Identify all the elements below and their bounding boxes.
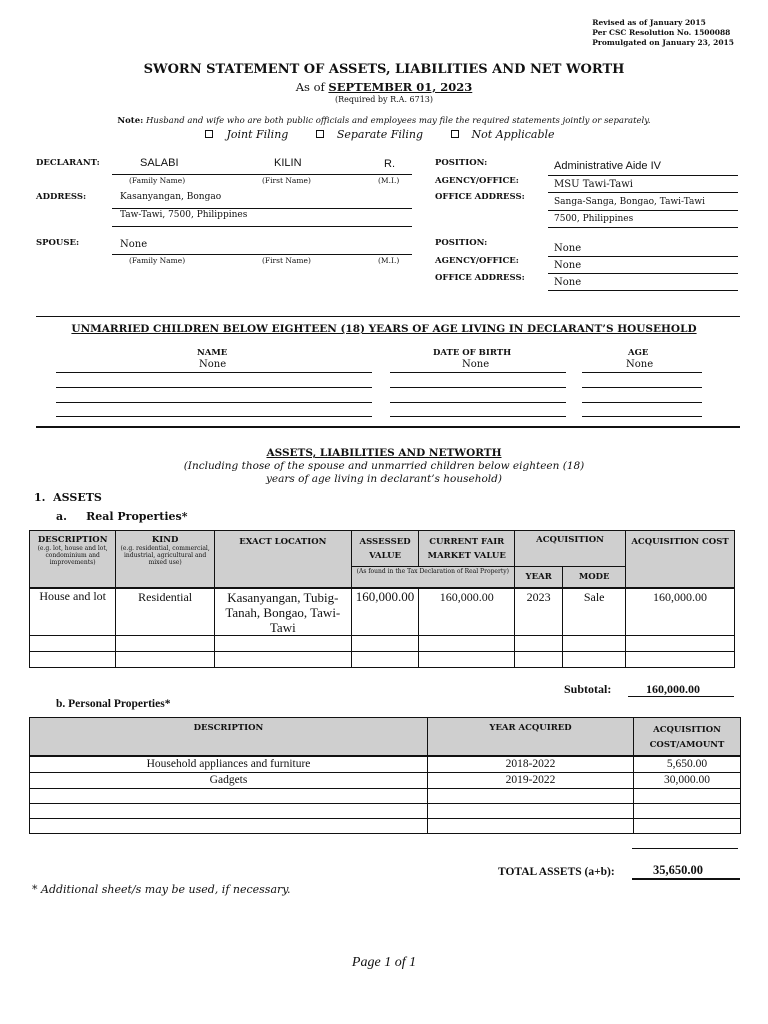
subtotal-value: 160,000.00 [646, 682, 700, 696]
note-text: Husband and wife who are both public officials and employees may file the required statements jointly or separately. [145, 116, 651, 126]
real-description-cell: House and lot [30, 588, 116, 636]
spouse-label: SPOUSE: [36, 238, 80, 248]
real-assessed-cell: 160,000.00 [351, 588, 419, 636]
pp-cost-cell: 5,650.00 [634, 756, 741, 773]
total-bottom-rule [632, 878, 740, 880]
declarant-first-name: KILIN [274, 157, 302, 169]
position-label: POSITION: [435, 158, 488, 168]
separate-filing-option[interactable] [316, 128, 431, 141]
children-name-header: NAME [197, 348, 228, 358]
first-name-caption: (First Name) [262, 176, 311, 185]
personal-properties-heading: b. Personal Properties* [56, 698, 171, 710]
declarant-family-name: SALABI [140, 157, 179, 169]
tax-note-header [351, 567, 514, 588]
table-row [30, 818, 741, 833]
office-address-line-1: Sanga-Sanga, Bongao, Tawi-Tawi [554, 197, 705, 207]
spouse-first-name-caption: (First Name) [262, 256, 311, 265]
real-cost-cell: 160,000.00 [626, 588, 735, 636]
child-name-rule [56, 402, 372, 403]
table-row [30, 651, 735, 667]
position-rule [548, 175, 738, 176]
address-line-2: Taw-Tawi, 7500, Philippines [120, 210, 248, 220]
real-properties-table [29, 530, 735, 668]
child-dob-rule [390, 416, 566, 417]
table-row [30, 788, 741, 803]
col-assessed-header: ASSESSED VALUE [351, 531, 419, 567]
assets-section-title: ASSETS, LIABILITIES AND NETWORTH [266, 447, 502, 459]
child-name-rule [56, 372, 372, 373]
spouse-position-rule [548, 256, 738, 257]
not-applicable-option[interactable] [451, 128, 563, 141]
col-kind-label: KIND [151, 535, 179, 545]
additional-sheet-note: * Additional sheet/s may be used, if necessary. [32, 883, 291, 896]
pp-year-cell: 2018-2022 [428, 756, 634, 773]
assets-subtitle-line-1: (Including those of the spouse and unmarried children below eighteen (18) [183, 460, 585, 472]
spouse-position-label: POSITION: [435, 238, 488, 248]
col-location-header: EXACT LOCATION [214, 531, 351, 588]
address-line-1-rule [112, 208, 412, 209]
spouse-office-address-rule [548, 290, 738, 291]
separate-filing-label: Separate Filing [336, 128, 424, 141]
assets-heading: 1. ASSETS [34, 491, 102, 504]
mi-caption: (M.I.) [378, 176, 400, 185]
child-name-rule [56, 387, 372, 388]
checkbox-icon[interactable] [205, 130, 213, 138]
spouse-name-line [112, 254, 412, 255]
pp-year-header: YEAR ACQUIRED [428, 718, 634, 756]
col-description-header [30, 531, 116, 588]
pp-cost-cell: 30,000.00 [634, 772, 741, 788]
address-line-1: Kasanyangan, Bongao [120, 192, 222, 202]
child-age-rule [582, 402, 702, 403]
family-name-caption: (Family Name) [129, 176, 186, 185]
real-mode-cell: Sale [563, 588, 626, 636]
address-line-2-rule [112, 226, 412, 227]
revised-line-2: Per CSC Resolution No. 1500088 [592, 28, 731, 37]
child-dob-rule [390, 402, 566, 403]
form-title: SWORN STATEMENT OF ASSETS, LIABILITIES AND NET WORTH [143, 62, 625, 77]
spouse-agency-label: AGENCY/OFFICE: [435, 256, 519, 266]
personal-properties-table [29, 717, 741, 834]
col-description-sub: (e.g. lot, house and lot, condominium and improvements) [37, 545, 108, 566]
child-dob-rule [390, 372, 566, 373]
child-age-rule [582, 372, 702, 373]
not-applicable-label: Not Applicable [471, 128, 555, 141]
table-row [30, 635, 735, 651]
revision-info [592, 18, 734, 48]
real-properties-heading: a. Real Properties* [56, 510, 188, 523]
declarant-label: DECLARANT: [36, 158, 100, 168]
page-number: Page 1 of 1 [351, 955, 417, 970]
tax-note: (As found in the Tax Declaration of Real Property) [356, 568, 509, 575]
as-of-line [0, 80, 768, 94]
table-row [30, 588, 735, 636]
address-label: ADDRESS: [36, 192, 87, 202]
spouse-position: None [554, 243, 582, 254]
child-dob-rule [390, 387, 566, 388]
revised-line-3: Promulgated on January 23, 2015 [592, 38, 734, 47]
section-divider [36, 426, 740, 428]
subtotal-rule [628, 696, 734, 697]
children-name: None [199, 359, 227, 370]
total-assets-label: TOTAL ASSETS (a+b): [498, 866, 615, 878]
revised-line-1: Revised as of January 2015 [592, 18, 706, 27]
col-acquisition-header: ACQUISITION [515, 531, 626, 567]
subtotal-label: Subtotal: [564, 682, 612, 696]
spouse-family-name-caption: (Family Name) [129, 256, 186, 265]
children-age-header: AGE [628, 348, 649, 358]
assets-subtitle [0, 460, 768, 486]
pp-description-header: DESCRIPTION [30, 718, 428, 756]
agency-label: AGENCY/OFFICE: [435, 176, 519, 186]
office-address-line-2: 7500, Philippines [554, 214, 634, 224]
children-title: UNMARRIED CHILDREN BELOW EIGHTEEN (18) YEARS OF AGE LIVING IN DECLARANT’S HOUSEHOLD [71, 323, 697, 335]
child-age-rule [582, 387, 702, 388]
office-address-label: OFFICE ADDRESS: [435, 192, 525, 202]
col-year-header: YEAR [515, 567, 563, 588]
declarant-mi: R. [384, 158, 395, 170]
col-mode-header: MODE [563, 567, 626, 588]
child-age-rule [582, 416, 702, 417]
spouse-office-address-label: OFFICE ADDRESS: [435, 273, 525, 283]
pp-description-cell: Household appliances and furniture [30, 756, 428, 773]
table-row [30, 756, 741, 773]
col-description-label: DESCRIPTION [37, 535, 108, 545]
assets-subtitle-line-2: years of age living in declarant’s household) [266, 473, 502, 485]
checkbox-icon[interactable] [316, 130, 324, 138]
children-dob: None [462, 359, 490, 370]
total-top-rule [632, 848, 738, 849]
real-kind-cell: Residential [116, 588, 215, 636]
pp-description-cell: Gadgets [30, 772, 428, 788]
real-location-cell: Kasanyangan, Tubig-Tanah, Bongao, Tawi-Tawi [214, 588, 351, 636]
table-row [30, 772, 741, 788]
spouse-office-address: None [554, 277, 582, 288]
filing-options [0, 128, 768, 141]
spouse-agency: None [554, 260, 582, 271]
col-market-header: CURRENT FAIR MARKET VALUE [419, 531, 515, 567]
total-assets-value: 35,650.00 [653, 863, 703, 877]
real-market-cell: 160,000.00 [419, 588, 515, 636]
agency-rule [548, 192, 738, 193]
children-age: None [626, 359, 654, 370]
spouse-name: None [120, 239, 148, 250]
checkbox-icon[interactable] [451, 130, 459, 138]
pp-cost-header: ACQUISITION COST/AMOUNT [634, 718, 741, 756]
spouse-mi-caption: (M.I.) [378, 256, 400, 265]
joint-filing-option[interactable] [205, 128, 296, 141]
as-of-prefix: As of [295, 80, 325, 94]
col-cost-header: ACQUISITION COST [626, 531, 735, 588]
joint-filing-label: Joint Filing [226, 128, 289, 141]
spouse-agency-rule [548, 273, 738, 274]
pp-year-cell: 2019-2022 [428, 772, 634, 788]
col-kind-sub: (e.g. residential, commercial, industrial, agricultural and mixed use) [120, 545, 210, 566]
col-kind-header [116, 531, 215, 588]
declarant-name-line [112, 174, 412, 175]
declarant-agency: MSU Tawi-Tawi [554, 179, 633, 190]
office-address-rule-1 [548, 210, 738, 211]
required-by: (Required by R.A. 6713) [334, 95, 434, 104]
filing-note [0, 116, 768, 126]
note-label: Note: [117, 116, 144, 126]
child-name-rule [56, 416, 372, 417]
as-of-date: SEPTEMBER 01, 2023 [328, 80, 473, 94]
office-address-rule-2 [548, 227, 738, 228]
declarant-position: Administrative Aide IV [554, 160, 661, 172]
children-dob-header: DATE OF BIRTH [433, 348, 512, 358]
children-top-rule [36, 316, 740, 317]
real-year-cell: 2023 [515, 588, 563, 636]
table-row [30, 803, 741, 818]
